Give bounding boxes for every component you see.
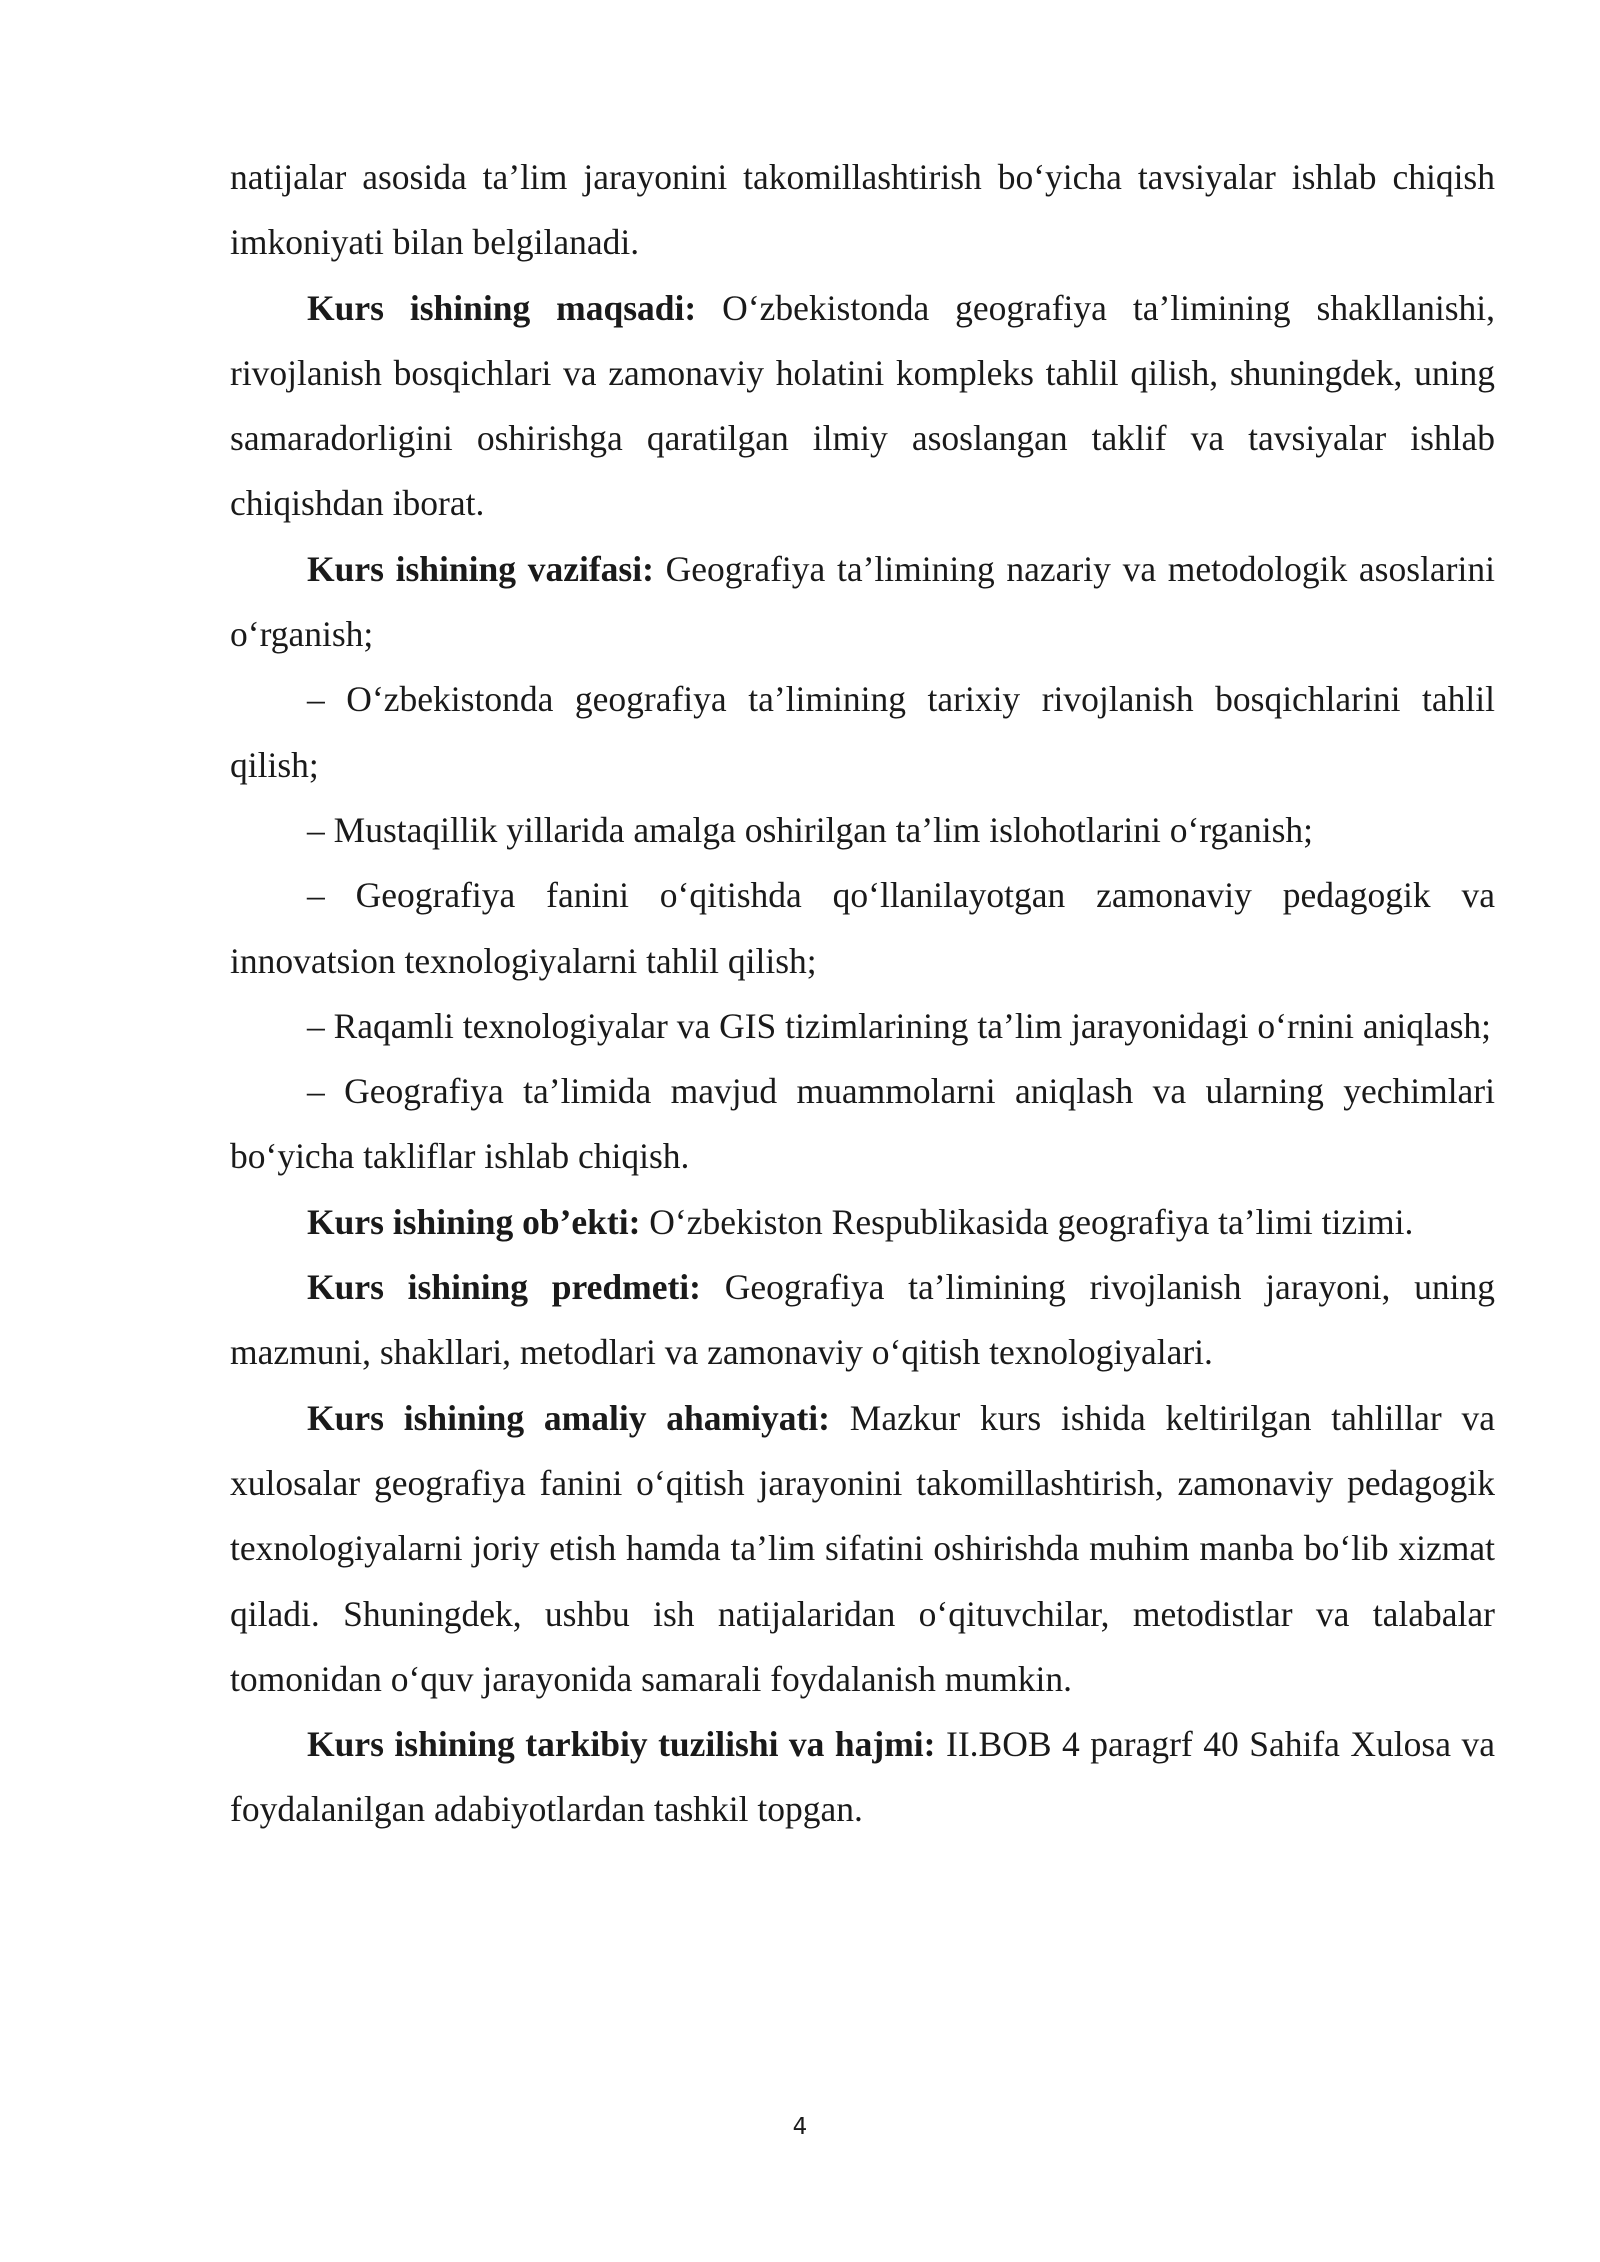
paragraph-text: O‘zbekistonda geografiya ta’limining shakllanishi, rivojlanish bosqichlari va zamonaviy holatini kompleks tahlil qilish, shuningdek, uning samaradorligini oshirishga qaratilgan ilmiy asoslangan taklif va tavsiyalar ishlab chiqishdan iborat. [230,287,1496,524]
page-body [230,145,1495,1843]
list-item-vazifa-3 [230,863,1495,994]
list-item-vazifa-1 [230,667,1495,798]
list-item-text: – Mustaqillik yillarida amalga oshirilgan ta’lim islohotlarini o‘rganish; [307,809,1313,850]
list-item-vazifa-5 [230,1059,1495,1190]
list-item-vazifa-4 [230,994,1495,1059]
paragraph-text: Mazkur kurs ishida keltirilgan tahlillar va xulosalar geografiya fanini o‘qitish jarayonini takomillashtirish, zamonaviy pedagogik texnologiyalarni joriy etish hamda ta’lim sifatini oshirishda muhim manba bo‘lib xizmat qiladi. Shuningdek, ushbu ish natijalaridan o‘qituvchilar, metodistlar va talabalar tomonidan o‘quv jarayonida samarali foydalanish mumkin. [230,1397,1495,1699]
paragraph-maqsad [230,276,1495,537]
paragraph-vazifa [230,537,1495,668]
paragraph-text: Geografiya ta’limining nazariy va metodologik asoslarini o‘rganish; [230,548,1495,655]
list-item-text: – O‘zbekistonda geografiya ta’limining tarixiy rivojlanish bosqichlarini tahlil qilish; [230,679,1495,785]
list-item-vazifa-2 [230,798,1495,863]
paragraph-ahamiyat [230,1386,1495,1712]
paragraph-tuzilish [230,1712,1495,1843]
paragraph-label: Kurs ishining ob’ekti: [307,1201,641,1242]
paragraph-text: natijalar asosida ta’lim jarayonini takomillashtirish bo‘yicha tavsiyalar ishlab chiqish imkoniyati bilan belgilanadi. [230,157,1495,263]
paragraph-label: Kurs ishining maqsadi: [307,287,697,328]
paragraph-obekt [230,1190,1495,1255]
page-number: 4 [792,2114,808,2140]
paragraph-label: Kurs ishining predmeti: [307,1267,701,1308]
list-item-text: – Geografiya ta’limida mavjud muammolarni aniqlash va ularning yechimlari bo‘yicha takliflar ishlab chiqish. [230,1071,1495,1177]
paragraph-text: II.BOB 4 paragrf 40 Sahifa Xulosa va foydalanilgan adabiyotlardan tashkil topgan. [230,1724,1495,1830]
list-item-text: – Geografiya fanini o‘qitishda qo‘llanilayotgan zamonaviy pedagogik va innovatsion texnologiyalarni tahlil qilish; [230,875,1495,981]
paragraph-text: Geografiya ta’limining rivojlanish jarayoni, uning mazmuni, shakllari, metodlari va zamonaviy o‘qitish texnologiyalari. [230,1267,1495,1373]
paragraph-label: Kurs ishining vazifasi: [307,548,654,589]
paragraph-label: Kurs ishining amaliy ahamiyati: [307,1397,830,1438]
paragraph-text: O‘zbekiston Respublikasida geografiya ta’limi tizimi. [640,1201,1414,1242]
paragraph-label: Kurs ishining tarkibiy tuzilishi va hajmi: [307,1724,936,1765]
paragraph-intro-continuation [230,145,1495,276]
list-item-text: – Raqamli texnologiyalar va GIS tizimlarining ta’lim jarayonidagi o‘rnini aniqlash; [307,1005,1492,1046]
paragraph-predmet [230,1255,1495,1386]
